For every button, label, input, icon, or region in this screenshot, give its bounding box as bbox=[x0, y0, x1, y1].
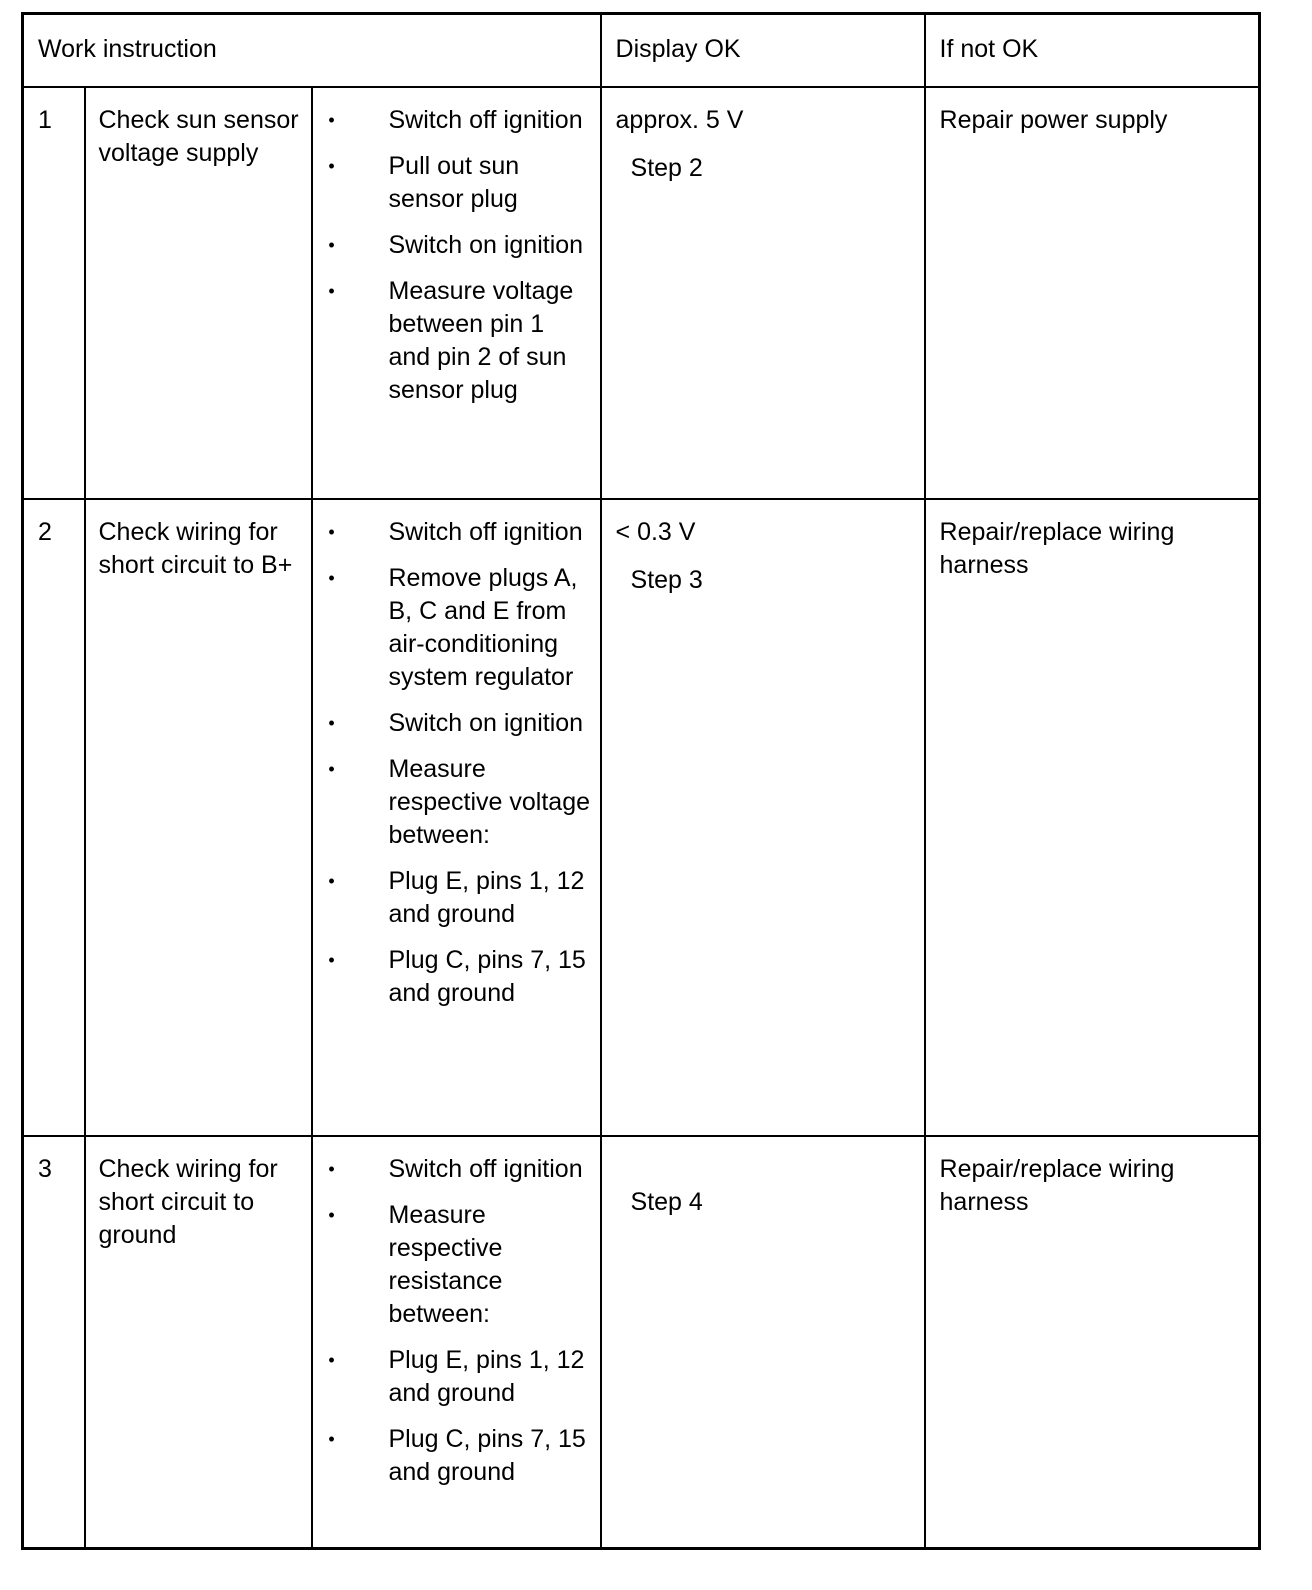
bullet-icon: • bbox=[328, 1428, 335, 1449]
check-description: Check wiring for short circuit to B+ bbox=[85, 499, 312, 1136]
list-item bbox=[313, 707, 592, 740]
bullet-icon: • bbox=[328, 1349, 335, 1370]
list-item bbox=[313, 1344, 592, 1410]
list-item bbox=[313, 1153, 592, 1186]
bullet-icon: • bbox=[328, 712, 335, 733]
step-text: Switch off ignition bbox=[388, 105, 583, 134]
step-text: Plug C, pins 7, 15 and ground bbox=[388, 1424, 586, 1486]
step-text: Plug E, pins 1, 12 and ground bbox=[388, 866, 585, 928]
display-value: approx. 5 V bbox=[615, 105, 744, 134]
table-row bbox=[23, 1136, 1260, 1549]
display-value bbox=[616, 1153, 916, 1186]
step-text: Pull out sun sensor plug bbox=[388, 151, 520, 213]
step-text: Measure respective resistance between: bbox=[388, 1200, 503, 1328]
bullet-icon: • bbox=[328, 155, 335, 176]
list-item bbox=[313, 562, 592, 694]
header-display-ok: Display OK bbox=[601, 14, 925, 87]
step-text: Remove plugs A, B, C and E from air-conditioning system regulator bbox=[388, 563, 578, 691]
header-work-instruction: Work instruction bbox=[23, 14, 601, 87]
row-number: 1 bbox=[23, 87, 85, 499]
bullet-icon: • bbox=[328, 280, 335, 301]
check-description: Check wiring for short circuit to ground bbox=[85, 1136, 312, 1549]
list-item bbox=[313, 275, 592, 407]
steps-cell bbox=[312, 87, 601, 499]
display-ok-cell bbox=[601, 499, 925, 1136]
display-next-step: Step 2 bbox=[630, 153, 703, 182]
table-row bbox=[23, 87, 1260, 499]
display-ok-cell bbox=[601, 87, 925, 499]
step-text: Switch off ignition bbox=[388, 1154, 583, 1183]
step-text: Plug E, pins 1, 12 and ground bbox=[388, 1345, 585, 1407]
if-not-ok-cell: Repair/replace wiring harness bbox=[925, 1136, 1260, 1549]
step-text: Switch off ignition bbox=[388, 517, 583, 546]
list-item bbox=[313, 1423, 592, 1489]
check-description: Check sun sensor voltage supply bbox=[85, 87, 312, 499]
steps-cell bbox=[312, 1136, 601, 1549]
display-next-step: Step 4 bbox=[630, 1187, 703, 1216]
steps-cell bbox=[312, 499, 601, 1136]
bullet-icon: • bbox=[328, 949, 335, 970]
work-instruction-table bbox=[21, 12, 1261, 1550]
steps-list bbox=[313, 104, 592, 407]
bullet-icon: • bbox=[328, 870, 335, 891]
steps-list bbox=[313, 1153, 592, 1489]
if-not-ok-cell: Repair/replace wiring harness bbox=[925, 499, 1260, 1136]
bullet-icon: • bbox=[328, 521, 335, 542]
header-if-not-ok: If not OK bbox=[925, 14, 1260, 87]
steps-list bbox=[313, 516, 592, 1010]
bullet-icon: • bbox=[328, 758, 335, 779]
table-row bbox=[23, 499, 1260, 1136]
bullet-icon: • bbox=[328, 234, 335, 255]
row-number: 3 bbox=[23, 1136, 85, 1549]
step-text: Measure voltage between pin 1 and pin 2 of sun sensor plug bbox=[388, 276, 574, 404]
row-number: 2 bbox=[23, 499, 85, 1136]
bullet-icon: • bbox=[328, 567, 335, 588]
step-text: Switch on ignition bbox=[388, 708, 584, 737]
list-item bbox=[313, 229, 592, 262]
step-text: Measure respective voltage between: bbox=[388, 754, 591, 849]
display-value: < 0.3 V bbox=[615, 517, 696, 546]
list-item bbox=[313, 944, 592, 1010]
step-text: Switch on ignition bbox=[388, 230, 584, 259]
list-item bbox=[313, 150, 592, 216]
header-row bbox=[23, 14, 1260, 87]
list-item bbox=[313, 516, 592, 549]
list-item bbox=[313, 865, 592, 931]
bullet-icon: • bbox=[328, 1158, 335, 1179]
step-text: Plug C, pins 7, 15 and ground bbox=[388, 945, 586, 1007]
if-not-ok-cell: Repair power supply bbox=[925, 87, 1260, 499]
bullet-icon: • bbox=[328, 1204, 335, 1225]
display-ok-cell bbox=[601, 1136, 925, 1549]
bullet-icon: • bbox=[328, 109, 335, 130]
list-item bbox=[313, 104, 592, 137]
list-item bbox=[313, 1199, 592, 1331]
list-item bbox=[313, 753, 592, 852]
display-next-step: Step 3 bbox=[630, 565, 703, 594]
